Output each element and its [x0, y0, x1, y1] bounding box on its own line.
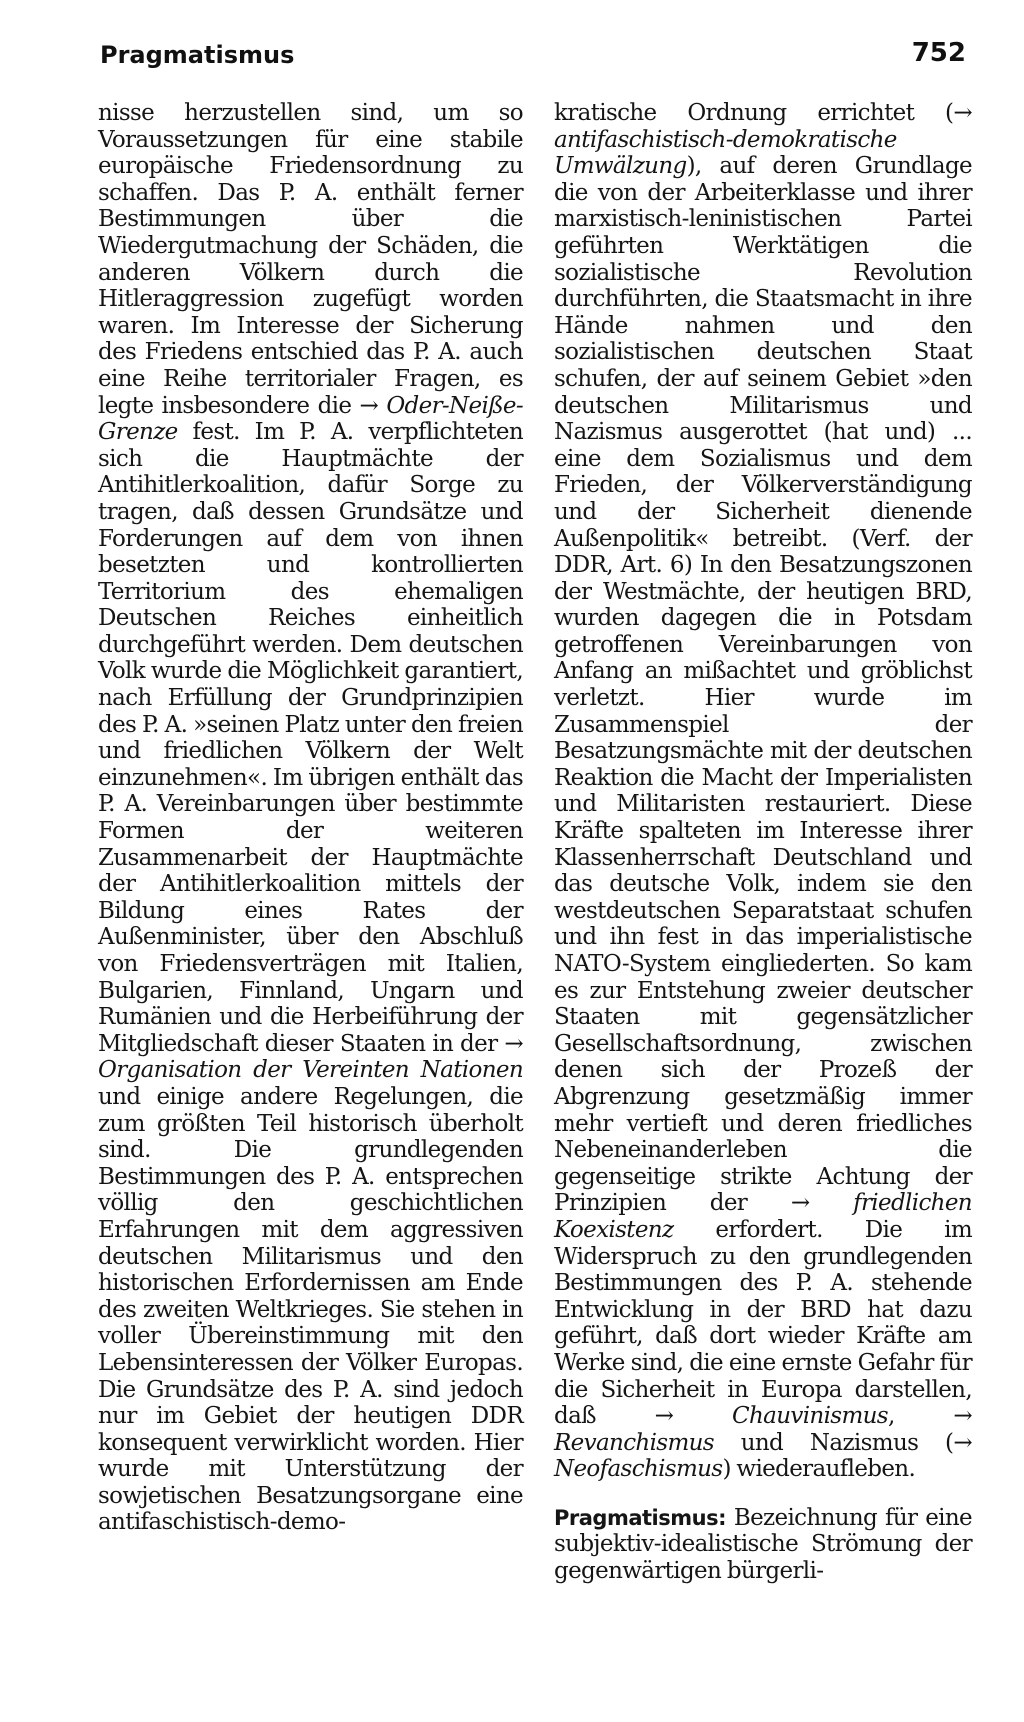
body-text: und Nazismus ( — [713, 1429, 954, 1456]
entry-lemma: Pragmatismus: — [554, 1505, 726, 1530]
cross-reference: → friedlichen Koexistenz — [554, 1190, 972, 1243]
body-text: fest. Im P. A. verpflichteten sich die Hauptmächte der Antihitlerkoalition, dafür Sorge zu tragen, daß dessen Grundsätze und Forderungen auf dem von ihnen besetzten und kontrollierten Territorium des ehemaligen Deutschen Reiches einheitlich durchgeführt werden. Dem deutschen Volk wurde die Möglichkeit garantiert, nach Erfüllung der Grundprinzipien des P. A. »seinen Platz unter den freien und friedlichen Völkern der Welt einzunehmen«. Im übrigen enthält das P. A. Vereinbarungen über bestimmte Formen der weiteren Zusammenarbeit der Hauptmächte der Antihitlerkoalition mittels der Bildung eines Rates der Außenminister, über den Abschluß von Friedensverträgen mit Italien, Bulgarien, Finnland, Ungarn und Rumänien und die Herbeiführung der Mitgliedschaft dieser Staaten in der — [98, 419, 523, 1057]
cross-reference: → Chauvinismus — [654, 1403, 888, 1430]
header-title: Pragmatismus — [100, 41, 295, 69]
entry-definition: Bezeichnung für eine subjektiv-idealistische Strömung der gegenwärtigen bürgerli- — [554, 1504, 972, 1585]
cross-reference: → Organisation der Vereinten Nationen — [98, 1030, 523, 1084]
body-text: ), auf deren Grundlage die von der Arbeiterklasse und ihrer marxistisch-leninistischen Partei geführten Werktätigen die sozialistische Revolution durchführten, die Staatsmacht in ihre Hände nahmen und den sozialistischen deutschen Staat schufen, der auf seinem Gebiet »den deutschen Militarismus und Nazismus ausgerottet (hat und) ... eine dem Sozialismus und dem Frieden, der Völkerverständigung und der Sicherheit dienende Außenpolitik« betreibt. (Verf. der DDR, Art. 6) In den Besatzungszonen der Westmächte, der heutigen BRD, wurden dagegen die in Potsdam getroffenen Vereinbarungen von Anfang an mißachtet und gröblichst verletzt. Hier wurde im Zusammenspiel der Besatzungsmächte mit der deutschen Reaktion die Macht der Imperialisten und Militaristen restauriert. Diese Kräfte spalteten im Interesse ihrer Klassenherrschaft Deutschland und das deutsche Volk, indem sie den westdeutschen Separatstaat schufen und ihn fest in das imperialistische NATO-System eingliederten. So kam es zur Entstehung zweier deutscher Staaten mit gegensätzlicher Gesellschaftsordnung, zwischen denen sich der Prozeß der Abgrenzung gesetzmäßig immer mehr vertieft und deren friedliches Nebeneinanderleben die gegenseitige strikte Achtung der Prinzipien der — [554, 153, 972, 1217]
cross-reference: → Oder-Neiße-Grenze — [98, 392, 523, 446]
cross-reference: → antifaschistisch-demokratische Umwälzung — [554, 100, 972, 180]
body-text: und einige andere Regelungen, die zum größten Teil historisch überholt sind. Die grundlegenden Bestimmungen des P. A. entsprechen völlig den geschichtlichen Erfahrungen mit dem aggressiven deutschen Militarismus und den historischen Erfordernissen am Ende des zweiten Weltkrieges. Sie stehen in voller Übereinstimmung mit den Lebensinteressen der Völker Europas. Die Grundsätze des P. A. sind jedoch nur im Gebiet der heutigen DDR konsequent verwirklicht worden. Hier wurde mit Unterstützung der sowjetischen Besatzungsorgane eine antifaschistisch-demo- — [98, 1083, 523, 1536]
page-number: 752 — [911, 38, 966, 68]
body-text: nisse herzustellen sind, um so Voraussetzungen für eine stabile europäische Friedensordnung zu schaffen. Das P. A. enthält ferner Bestimmungen über die Wiedergutmachung der Schäden, die anderen Völkern durch die Hitleraggression zugefügt worden waren. Im Interesse der Sicherung des Friedens entschied das P. A. auch eine Reihe territorialer Fragen, es legte insbesondere die — [98, 100, 523, 419]
body-text: ) wiederaufleben. — [722, 1456, 916, 1483]
entry-continuation-paragraph — [554, 100, 972, 1483]
entry-continuation-paragraph — [98, 100, 523, 1536]
body-text: kratische Ordnung errichtet ( — [554, 100, 954, 126]
body-text: erfordert. Die im Widerspruch zu den grundlegenden Bestimmungen des P. A. stehende Entwicklung in der BRD hat dazu geführt, daß dort wieder Kräfte am Werke sind, die eine ernste Gefahr für die Sicherheit in Europa darstellen, daß — [554, 1216, 972, 1430]
right-column — [554, 100, 972, 1585]
entry-pragmatismus — [554, 1505, 972, 1585]
cross-reference: → Neofaschismus — [554, 1429, 972, 1483]
separator: , — [887, 1403, 954, 1430]
left-column — [98, 100, 523, 1536]
cross-reference: → Revanchismus — [554, 1403, 972, 1456]
running-header — [98, 36, 966, 76]
